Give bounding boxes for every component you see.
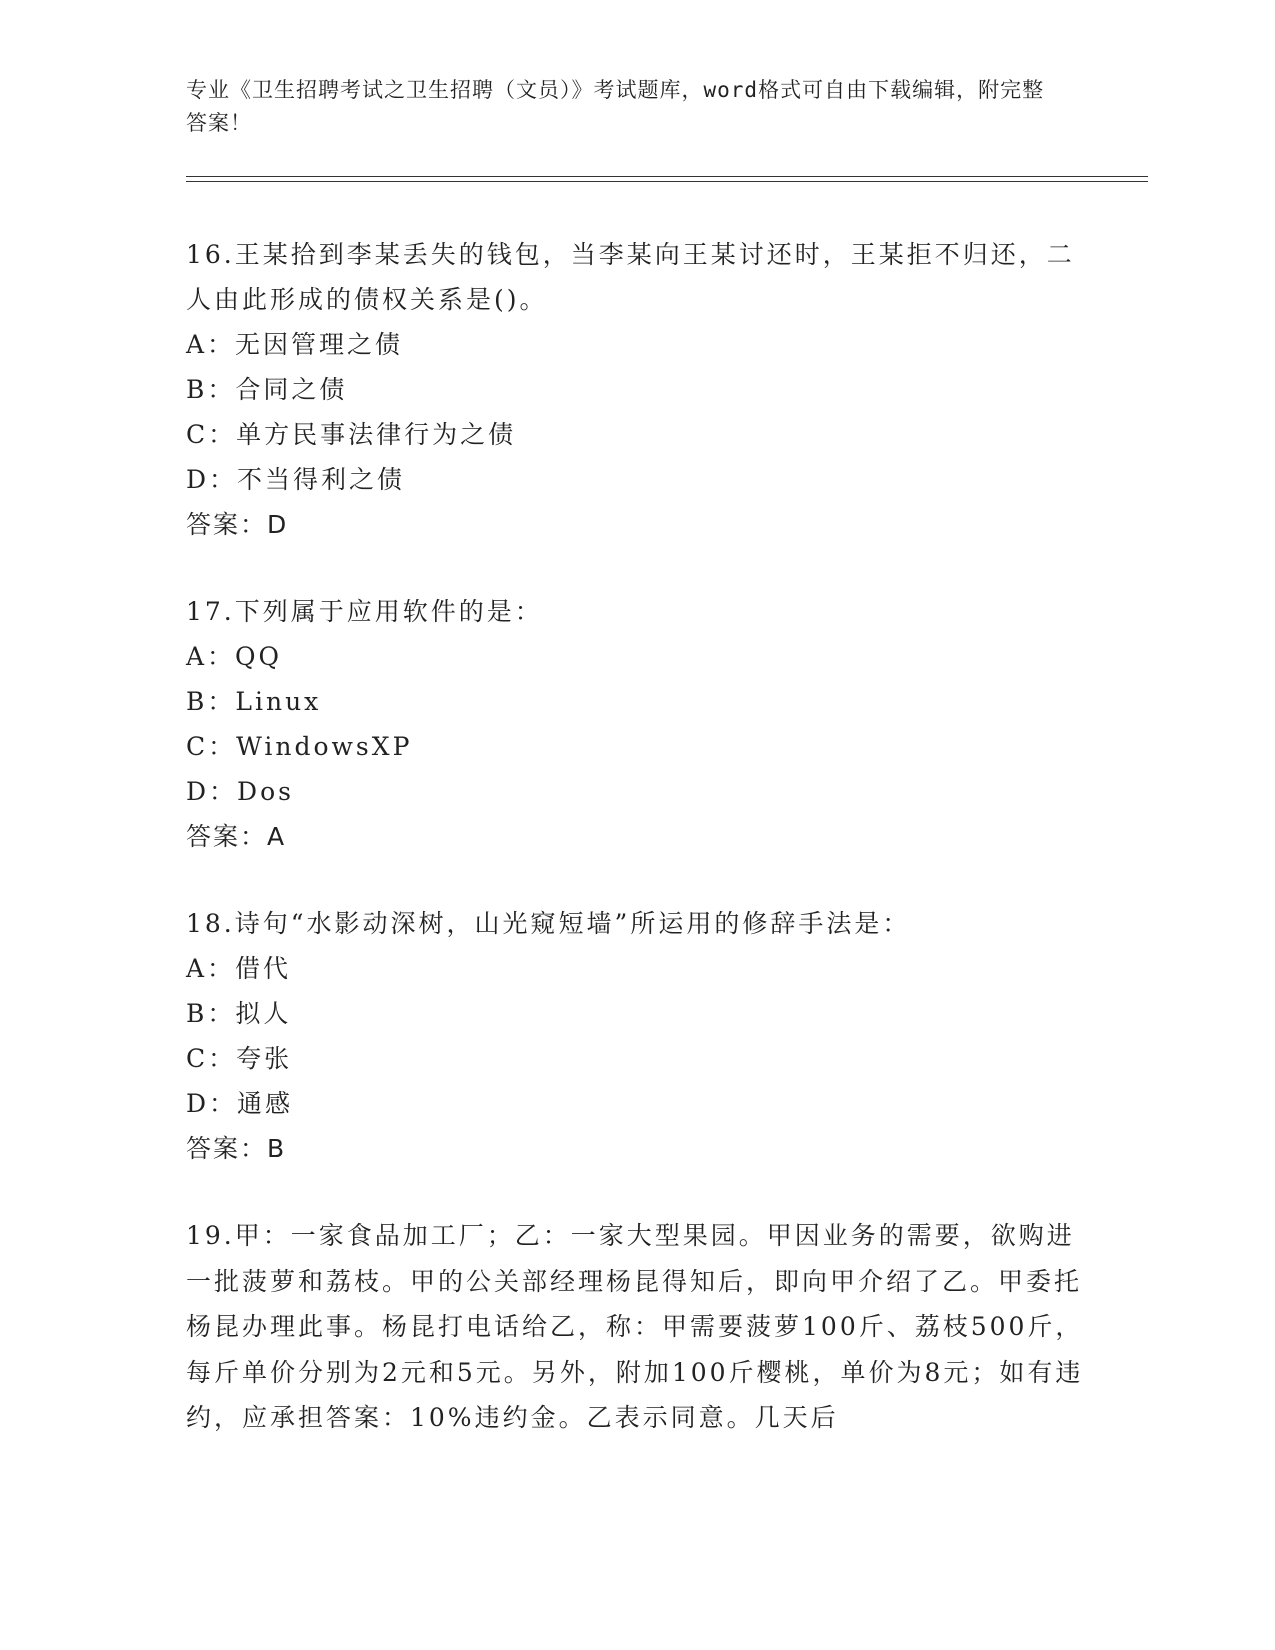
header-divider-top <box>186 176 1148 177</box>
question-list <box>186 232 1086 1483</box>
option-d: D：Dos <box>186 777 294 806</box>
question-stem: 19.甲：一家食品加工厂；乙：一家大型果园。甲因业务的需要，欲购进一批菠萝和荔枝。甲的公关部经理杨昆得知后，即向甲介绍了乙。甲委托杨昆办理此事。杨昆打电话给乙，称：甲需要菠萝100斤、荔枝500斤，每斤单价分别为2元和5元。另外，附加100斤樱桃，单价为8元；如有违约，应承担答案：10%违约金。乙表示同意。几天后 <box>186 1221 1084 1432</box>
question-stem: 18.诗句“水影动深树，山光窥短墙”所运用的修辞手法是： <box>186 909 911 938</box>
option-a: A：QQ <box>186 642 283 671</box>
question-17 <box>186 589 1086 859</box>
answer-line: 答案：B <box>186 1134 287 1163</box>
header-divider-bottom <box>186 181 1148 182</box>
option-b: B：合同之债 <box>186 375 348 404</box>
option-a: A：借代 <box>186 954 292 983</box>
option-b: B：Linux <box>186 687 322 716</box>
option-d: D：不当得利之债 <box>186 465 406 494</box>
option-c: C：夸张 <box>186 1044 293 1073</box>
option-b: B：拟人 <box>186 999 292 1028</box>
answer-line: 答案：A <box>186 822 287 851</box>
option-a: A：无因管理之债 <box>186 330 404 359</box>
option-c: C：单方民事法律行为之债 <box>186 420 517 449</box>
answer-line: 答案：D <box>186 510 289 539</box>
question-19 <box>186 1213 1086 1441</box>
option-d: D：通感 <box>186 1089 294 1118</box>
header-text: 专业《卫生招聘考试之卫生招聘（文员）》考试题库，word格式可自由下载编辑，附完整答案！ <box>186 78 1045 135</box>
question-18 <box>186 901 1086 1171</box>
question-stem: 16.王某拾到李某丢失的钱包，当李某向王某讨还时，王某拒不归还，二人由此形成的债权关系是()。 <box>186 240 1075 314</box>
option-c: C：WindowsXP <box>186 732 413 761</box>
question-16 <box>186 232 1086 547</box>
document-header <box>186 74 1066 140</box>
question-stem: 17.下列属于应用软件的是： <box>186 597 543 626</box>
